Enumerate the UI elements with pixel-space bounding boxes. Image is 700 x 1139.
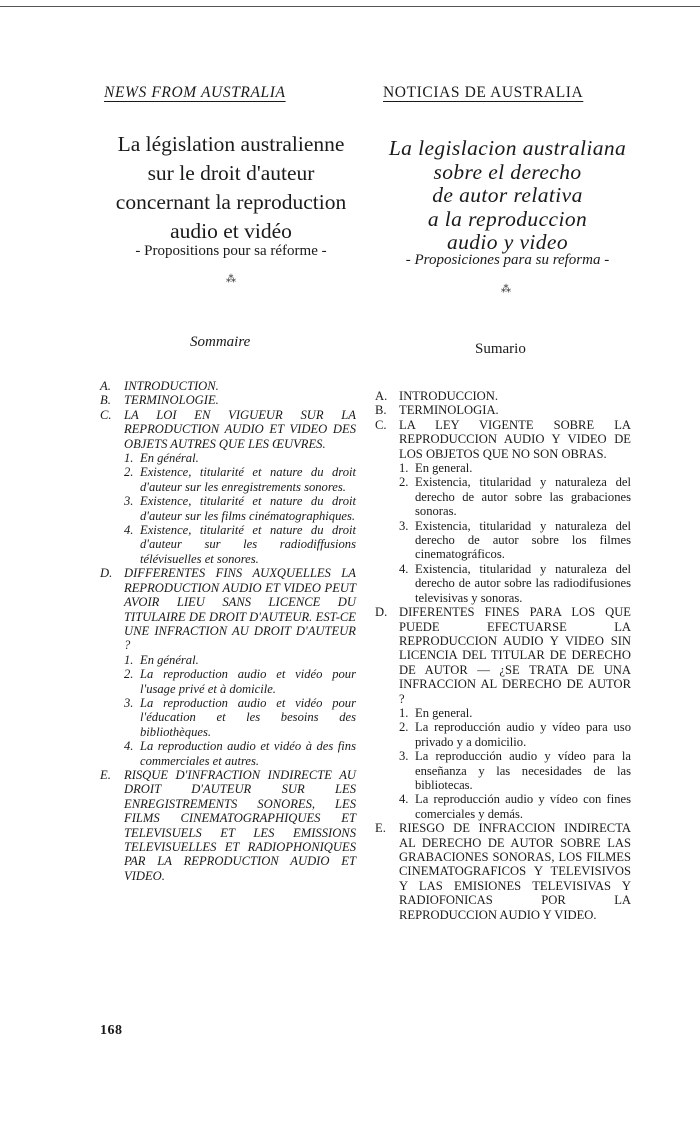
toc-sub-list — [399, 461, 631, 605]
toc-entry-text: DIFFERENTES FINS AUXQUELLES LA REPRODUCTION AUDIO ET VIDEO PEUT AVOIR LIEU SANS LICENCE DU TITULAIRE DE DROIT D'AUTEUR. EST-CE UNE INFRACTION AU DROIT D'AUTEUR ? — [124, 566, 356, 653]
running-head-french: NEWS FROM AUSTRALIA — [104, 84, 286, 101]
toc-entry-letter: E. — [375, 821, 386, 836]
article-title-french — [100, 130, 362, 246]
toc-sub-item — [399, 461, 631, 475]
toc-sub-number: 2. — [399, 720, 409, 735]
title-line: La legislacion australiana — [388, 136, 627, 160]
toc-sub-text: Existencia, titularidad y naturaleza del derecho de autor sobre las radiodifusiones televisivas y sonoras. — [415, 561, 631, 605]
toc-entry-text: TERMINOLOGIE. — [124, 393, 219, 408]
asterism-glyph: ⁂ — [226, 274, 236, 285]
subtitle-spanish: - Proposiciones para su reforma - — [405, 252, 610, 268]
toc-sub-text: En général. — [140, 652, 199, 667]
toc-entry — [375, 389, 631, 403]
toc-sub-number: 1. — [399, 461, 409, 476]
toc-sub-item — [124, 696, 356, 739]
asterism-glyph: ⁂ — [501, 284, 511, 295]
toc-entry-letter: D. — [100, 566, 113, 581]
toc-sub-item — [124, 451, 356, 465]
toc-sub-number: 4. — [124, 523, 134, 538]
title-line: concernant la reproduction — [115, 190, 347, 214]
toc-sub-text: La reproduction audio et vidéo à des fins commerciales et autres. — [140, 739, 356, 768]
summary-heading-french: Sommaire — [190, 334, 251, 350]
toc-sub-number: 2. — [124, 667, 134, 682]
toc-sub-number: 3. — [124, 695, 134, 710]
toc-sub-text: Existence, titularité et nature du droit d'auteur sur les enregistrements sonores. — [140, 465, 356, 494]
toc-sub-number: 3. — [399, 518, 409, 533]
toc-entry — [375, 821, 631, 922]
asterism-ornament — [496, 286, 516, 294]
toc-entry — [100, 379, 356, 393]
toc-entry-letter: D. — [375, 605, 388, 620]
toc-sub-item — [399, 792, 631, 821]
toc-entry-text: INTRODUCCION. — [399, 389, 498, 403]
toc-entry-letter: C. — [100, 407, 112, 422]
title-line: sur le droit d'auteur — [147, 161, 315, 185]
toc-sub-text: En général. — [140, 451, 199, 466]
toc-entry-text: DIFERENTES FINES PARA LOS QUE PUEDE EFECTUARSE LA REPRODUCCION AUDIO Y VIDEO SIN LICENCIA DEL TITULAR DE DERECHO DE AUTOR — ¿SE TRATA DE UNA INFRACCION AL DERECHO DE AUTOR ? — [399, 605, 631, 706]
toc-sub-number: 4. — [124, 739, 134, 754]
toc-entry-letter: E. — [100, 767, 111, 782]
toc-sub-item — [399, 749, 631, 792]
article-title-spanish — [375, 137, 640, 255]
toc-entry-letter: A. — [100, 379, 111, 393]
toc-sub-number: 4. — [399, 792, 409, 807]
toc-sub-number: 2. — [399, 475, 409, 490]
title-line: a la reproduccion — [427, 206, 588, 231]
toc-sub-number: 1. — [399, 705, 409, 720]
toc-entry — [375, 403, 631, 417]
page-number: 168 — [100, 1023, 123, 1038]
toc-sub-number: 4. — [399, 561, 409, 576]
running-head-spanish: NOTICIAS DE AUSTRALIA — [383, 84, 584, 101]
toc-entry — [100, 566, 356, 768]
toc-sub-number: 1. — [124, 652, 134, 667]
toc-sub-text: La reproducción audio y vídeo con fines comerciales y demás. — [415, 792, 631, 821]
toc-sub-item — [124, 739, 356, 768]
title-line: sobre el derecho — [433, 159, 582, 184]
toc-sub-text: La reproduction audio et vidéo pour l'usage privé et à domicile. — [140, 667, 356, 696]
toc-entry — [375, 605, 631, 821]
toc-sub-item — [124, 465, 356, 494]
toc-sub-text: Existence, titularité et nature du droit d'auteur sur les films cinématographiques. — [140, 494, 356, 523]
toc-sub-text: La reproducción audio y vídeo para uso privado y a domicilio. — [415, 720, 631, 749]
toc-sub-item — [124, 494, 356, 523]
summary-heading-spanish: Sumario — [475, 341, 526, 357]
toc-sub-number: 3. — [399, 749, 409, 764]
toc-entry-text: RIESGO DE INFRACCION INDIRECTA AL DERECHO DE AUTOR SOBRE LAS GRABACIONES SONORAS, LOS FILMES CINEMATOGRAFICOS Y TELEVISIVOS Y LAS EMISIONES TELEVISIVAS Y RADIOFONICAS POR LA REPRODUCCION AUDIO Y VIDEO. — [399, 821, 631, 922]
toc-sub-list — [124, 653, 356, 768]
toc-entry-letter: B. — [375, 403, 387, 418]
toc-sub-list — [124, 451, 356, 566]
toc-entry-text: LA LOI EN VIGUEUR SUR LA REPRODUCTION AUDIO ET VIDEO DES OBJETS AUTRES QUE LES ŒUVRES. — [124, 407, 356, 451]
title-line: audio et vidéo — [170, 219, 292, 243]
toc-sub-text: En general. — [415, 461, 473, 476]
toc-sub-item — [399, 720, 631, 749]
toc-sub-text: La reproduction audio et vidéo pour l'éducation et les besoins des bibliothèques. — [140, 695, 356, 739]
toc-entry-letter: C. — [375, 417, 387, 432]
toc-sub-item — [124, 667, 356, 696]
toc-sub-number: 1. — [124, 451, 134, 466]
toc-sub-text: En general. — [415, 705, 473, 720]
subtitle-french: - Propositions pour sa réforme - — [135, 243, 327, 259]
table-of-contents-spanish — [375, 389, 631, 922]
toc-entry-letter: B. — [100, 393, 111, 408]
toc-sub-text: Existence, titularité et nature du droit d'auteur sur les radiodiffusions télévisuelles et sonores. — [140, 523, 356, 566]
page-top-rule — [0, 6, 700, 7]
toc-entry-text: TERMINOLOGIA. — [399, 403, 499, 418]
toc-sub-text: Existencia, titularidad y naturaleza del derecho de autor sobre las grabaciones sonoras. — [415, 475, 631, 519]
toc-sub-list — [399, 706, 631, 821]
toc-entry-letter: A. — [375, 389, 388, 403]
title-line: de autor relativa — [432, 183, 583, 207]
toc-entry-text: INTRODUCTION. — [124, 379, 219, 393]
title-line: La législation australienne — [117, 132, 345, 156]
toc-sub-item — [399, 519, 631, 562]
toc-sub-text: Existencia, titularidad y naturaleza del derecho de autor sobre los filmes cinematográficos. — [415, 518, 631, 562]
title-line: audio y video — [446, 230, 569, 254]
toc-sub-item — [399, 562, 631, 605]
toc-sub-item — [124, 523, 356, 566]
toc-entry — [375, 418, 631, 605]
toc-sub-item — [399, 706, 631, 720]
toc-entry-text: LA LEY VIGENTE SOBRE LA REPRODUCCION AUDIO Y VIDEO DE LOS OBJETOS QUE NO SON OBRAS. — [399, 417, 631, 461]
toc-sub-item — [399, 475, 631, 518]
toc-sub-item — [124, 653, 356, 667]
table-of-contents-french — [100, 379, 356, 883]
asterism-ornament — [221, 276, 241, 284]
toc-entry — [100, 393, 356, 407]
toc-sub-number: 3. — [124, 494, 134, 509]
toc-sub-number: 2. — [124, 465, 134, 480]
toc-sub-text: La reproducción audio y vídeo para la enseñanza y las necesidades de las bibliotecas. — [415, 749, 631, 792]
toc-entry — [100, 768, 356, 883]
toc-entry-text: RISQUE D'INFRACTION INDIRECTE AU DROIT D'AUTEUR SUR LES ENREGISTREMENTS SONORES, LES FILMS CINEMATOGRAPHIQUES ET TELEVISUELS ET LES EMISSIONS TELEVISUELLES ET RADIOPHONIQUES PAR LA REPRODUCTION AUDIO ET VIDEO. — [124, 767, 356, 883]
toc-entry — [100, 408, 356, 566]
